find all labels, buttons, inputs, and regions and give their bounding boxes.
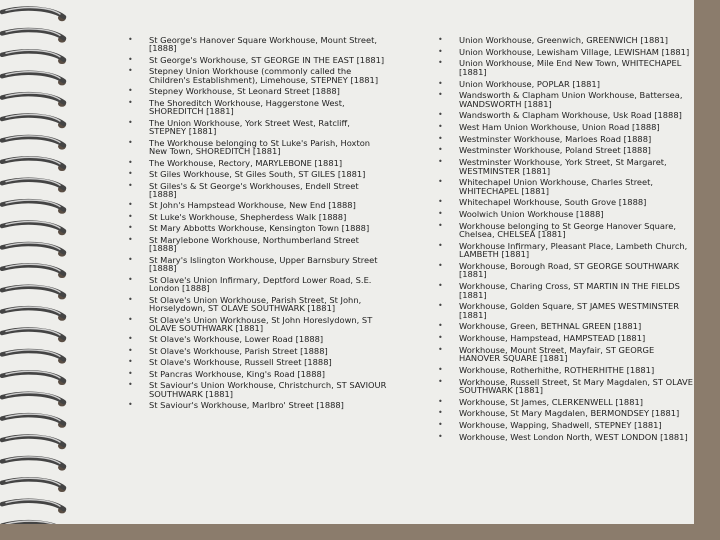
list-item-text: Workhouse, St James, CLERKENWELL [1881]	[459, 396, 644, 407]
list-item-text: Workhouse, Charing Cross, ST MARTIN IN THE FIELDS [1881]	[459, 281, 680, 300]
list-item	[128, 67, 388, 84]
bullet-icon: •	[438, 408, 443, 418]
list-item	[128, 296, 388, 313]
list-item-text: The Union Workhouse, York Street West, Ratcliff, STEPNEY [1881]	[149, 117, 350, 137]
list-item-text: West Ham Union Workhouse, Union Road [1888]	[459, 122, 660, 133]
list-item	[128, 335, 388, 343]
list-item-text: St Olave's Union Workhouse, St John Horeslydown, ST OLAVE SOUTHWARK [1881]	[149, 314, 373, 333]
bullet-icon: •	[438, 35, 443, 44]
bullet-icon: •	[128, 294, 133, 304]
list-item	[128, 36, 388, 53]
list-item-text: Westminster Workhouse, York Street, St Margaret, WESTMINSTER [1881]	[459, 157, 667, 176]
list-item	[128, 87, 388, 95]
bullet-icon: •	[128, 137, 133, 147]
list-item	[438, 59, 693, 76]
list-item-text: The Shoreditch Workhouse, Haggerstone West, SHOREDITCH [1881]	[149, 97, 345, 117]
bullet-icon: •	[128, 223, 133, 233]
list-item	[128, 401, 388, 409]
list-item	[438, 242, 693, 259]
bullet-icon: •	[438, 145, 443, 155]
list-item	[128, 370, 388, 378]
list-item-text: St Olave's Workhouse, Russell Street [1888]	[149, 357, 332, 368]
list-item	[128, 256, 388, 273]
list-item-text: Workhouse, Green, BETHNAL GREEN [1881]	[459, 321, 642, 332]
bullet-icon: •	[438, 333, 443, 343]
bullet-icon: •	[438, 209, 443, 219]
list-item	[438, 366, 693, 374]
list-item-text: St John's Hampstead Workhouse, New End [1888]	[149, 200, 356, 211]
bullet-icon: •	[128, 314, 133, 324]
bullet-icon: •	[128, 169, 133, 179]
list-item	[438, 135, 693, 143]
list-item	[438, 210, 693, 218]
list-item-text: St Giles's & St George's Workhouses, Endell Street [1888]	[149, 180, 359, 199]
bullet-icon: •	[438, 364, 443, 374]
bullet-icon: •	[438, 240, 443, 250]
list-item	[438, 398, 693, 406]
list-item	[128, 316, 388, 333]
bullet-icon: •	[438, 110, 443, 120]
list-item	[438, 178, 693, 195]
bullet-icon: •	[128, 357, 133, 367]
bullet-icon: •	[438, 122, 443, 132]
list-item-text: Westminster Workhouse, Marloes Road [1888]	[459, 133, 652, 144]
spiral-binding	[0, 0, 80, 540]
frame-bottom-edge	[0, 524, 720, 540]
bullet-icon: •	[128, 274, 133, 284]
list-item-text: St Saviour's Union Workhouse, Christchurch, ST SAVIOUR SOUTHWARK [1881]	[149, 380, 387, 399]
bullet-icon: •	[128, 200, 133, 210]
list-item	[438, 123, 693, 131]
list-item-text: Union Workhouse, POPLAR [1881]	[459, 78, 600, 89]
list-item-text: Union Workhouse, Mile End New Town, WHITECHAPEL [1881]	[459, 58, 682, 77]
list-item-text: Union Workhouse, Greenwich, GREENWICH [1881]	[459, 35, 669, 45]
list-item	[128, 276, 388, 293]
list-item	[128, 347, 388, 355]
list-item	[438, 421, 693, 429]
bullet-icon: •	[128, 234, 133, 244]
bullet-icon: •	[438, 344, 443, 354]
list-item-text: Wandsworth & Clapham Workhouse, Usk Road [1888]	[459, 110, 682, 121]
bullet-icon: •	[438, 197, 443, 207]
list-item	[438, 334, 693, 342]
list-item	[128, 159, 388, 167]
list-item-text: Stepney Union Workhouse (commonly called the Children's Establishment), Limehouse, STEPNEY [1881]	[149, 66, 379, 85]
list-item	[128, 56, 388, 64]
list-item	[438, 146, 693, 154]
list-item	[128, 99, 388, 116]
bullet-icon: •	[128, 66, 133, 76]
right-column-list	[438, 36, 693, 444]
list-item	[438, 378, 693, 395]
list-item-text: Workhouse, St Mary Magdalen, BERMONDSEY [1881]	[459, 408, 680, 419]
list-item	[128, 213, 388, 221]
list-item	[438, 80, 693, 88]
list-item	[438, 433, 693, 441]
bullet-icon: •	[128, 97, 133, 107]
bullet-icon: •	[128, 54, 133, 64]
list-item-text: The Workhouse belonging to St Luke's Parish, Hoxton New Town, SHOREDITCH [1881]	[149, 137, 371, 157]
list-item-text: St Olave's Workhouse, Lower Road [1888]	[149, 334, 324, 345]
bullet-icon: •	[128, 254, 133, 264]
frame-right-edge	[694, 0, 720, 540]
bullet-icon: •	[438, 281, 443, 291]
bullet-icon: •	[128, 157, 133, 167]
list-item-text: Whitechapel Workhouse, South Grove [1888]	[459, 197, 647, 208]
list-item-text: Workhouse Infirmary, Pleasant Place, Lambeth Church, LAMBETH [1881]	[459, 240, 688, 260]
list-item-text: Workhouse, Russell Street, St Mary Magdalen, ST OLAVE SOUTHWARK [1881]	[459, 376, 693, 395]
list-item	[128, 201, 388, 209]
bullet-icon: •	[128, 345, 133, 355]
list-item-text: Workhouse, Golden Square, ST JAMES WESTMINSTER [1881]	[459, 301, 680, 320]
list-item	[438, 158, 693, 175]
list-item	[438, 222, 693, 239]
list-item-text: St Pancras Workhouse, King's Road [1888]	[149, 368, 326, 379]
bullet-icon: •	[438, 46, 443, 56]
list-item-text: Union Workhouse, Lewisham Village, LEWISHAM [1881]	[459, 46, 690, 57]
bullet-icon: •	[438, 78, 443, 88]
list-item-text: St George's Workhouse, ST GEORGE IN THE EAST [1881]	[149, 54, 385, 65]
bullet-icon: •	[438, 420, 443, 430]
list-item-text: St Luke's Workhouse, Shepherdess Walk [1888]	[149, 211, 347, 222]
list-item	[438, 36, 693, 44]
list-item-text: Workhouse, West London North, WEST LONDON [1881]	[459, 431, 688, 442]
list-item-text: St Olave's Workhouse, Parish Street [1888]	[149, 345, 328, 356]
list-item	[128, 381, 388, 398]
bullet-icon: •	[438, 220, 443, 230]
list-item-text: Workhouse, Borough Road, ST GEORGE SOUTHWARK [1881]	[459, 260, 679, 280]
bullet-icon: •	[438, 376, 443, 386]
bullet-icon: •	[128, 86, 133, 96]
list-item-text: St Giles Workhouse, St Giles South, ST GILES [1881]	[149, 169, 366, 180]
bullet-icon: •	[438, 396, 443, 406]
list-item-text: Workhouse, Hampstead, HAMPSTEAD [1881]	[459, 333, 646, 344]
list-item	[128, 224, 388, 232]
bullet-icon: •	[438, 301, 443, 311]
bullet-icon: •	[438, 431, 443, 441]
bullet-icon: •	[438, 157, 443, 167]
list-item	[128, 236, 388, 253]
list-item-text: St Marylebone Workhouse, Northumberland Street [1888]	[149, 234, 359, 254]
left-column-list	[128, 36, 388, 413]
list-item	[128, 182, 388, 199]
list-item	[438, 198, 693, 206]
list-item	[438, 409, 693, 417]
list-item	[128, 170, 388, 178]
list-item	[438, 302, 693, 319]
bullet-icon: •	[128, 334, 133, 344]
bullet-icon: •	[128, 400, 133, 410]
bullet-icon: •	[438, 58, 443, 68]
bullet-icon: •	[438, 177, 443, 187]
list-item-text: Workhouse, Rotherhithe, ROTHERHITHE [1881]	[459, 364, 655, 375]
list-item-text: Stepney Workhouse, St Leonard Street [1888]	[149, 86, 340, 97]
bullet-icon: •	[128, 117, 133, 127]
bullet-icon: •	[128, 180, 133, 190]
list-item	[438, 346, 693, 363]
list-item	[438, 91, 693, 108]
list-item	[128, 119, 388, 136]
list-item-text: Wandsworth & Clapham Union Workhouse, Battersea, WANDSWORTH [1881]	[459, 90, 683, 109]
list-item-text: St Mary's Islington Workhouse, Upper Barnsbury Street [1888]	[149, 254, 378, 274]
list-item-text: St Olave's Union Workhouse, Parish Street, St John, Horselydown, ST OLAVE SOUTHWARK [1881]	[149, 294, 362, 314]
list-item-text: Workhouse, Wapping, Shadwell, STEPNEY [1881]	[459, 420, 662, 431]
list-item-text: Whitechapel Union Workhouse, Charles Street, WHITECHAPEL [1881]	[459, 177, 654, 196]
list-item-text: St Olave's Union Infirmary, Deptford Lower Road, S.E. London [1888]	[149, 274, 372, 294]
list-item	[438, 111, 693, 119]
bullet-icon: •	[438, 90, 443, 100]
list-item	[438, 322, 693, 330]
list-item-text: Workhouse belonging to St George Hanover Square, Chelsea, CHELSEA [1881]	[459, 220, 676, 240]
list-item-text: The Workhouse, Rectory, MARYLEBONE [1881]	[149, 157, 343, 168]
list-item-text: Woolwich Union Workhouse [1888]	[459, 209, 604, 220]
list-item	[128, 139, 388, 156]
bullet-icon: •	[438, 133, 443, 143]
list-item-text: St George's Hanover Square Workhouse, Mount Street, [1888]	[149, 35, 378, 54]
bullet-icon: •	[128, 211, 133, 221]
bullet-icon: •	[128, 35, 133, 44]
bullet-icon: •	[438, 321, 443, 331]
bullet-icon: •	[128, 368, 133, 378]
list-item-text: Workhouse, Mount Street, Mayfair, ST GEORGE HANOVER SQUARE [1881]	[459, 344, 655, 364]
list-item	[438, 262, 693, 279]
list-item-text: St Saviour's Workhouse, Marlbro' Street [1888]	[149, 400, 344, 411]
list-item	[128, 358, 388, 366]
bullet-icon: •	[128, 380, 133, 390]
list-item-text: Westminster Workhouse, Poland Street [1888]	[459, 145, 651, 156]
list-item	[438, 48, 693, 56]
list-item-text: St Mary Abbotts Workhouse, Kensington Town [1888]	[149, 223, 370, 234]
bullet-icon: •	[438, 260, 443, 270]
list-item	[438, 282, 693, 299]
